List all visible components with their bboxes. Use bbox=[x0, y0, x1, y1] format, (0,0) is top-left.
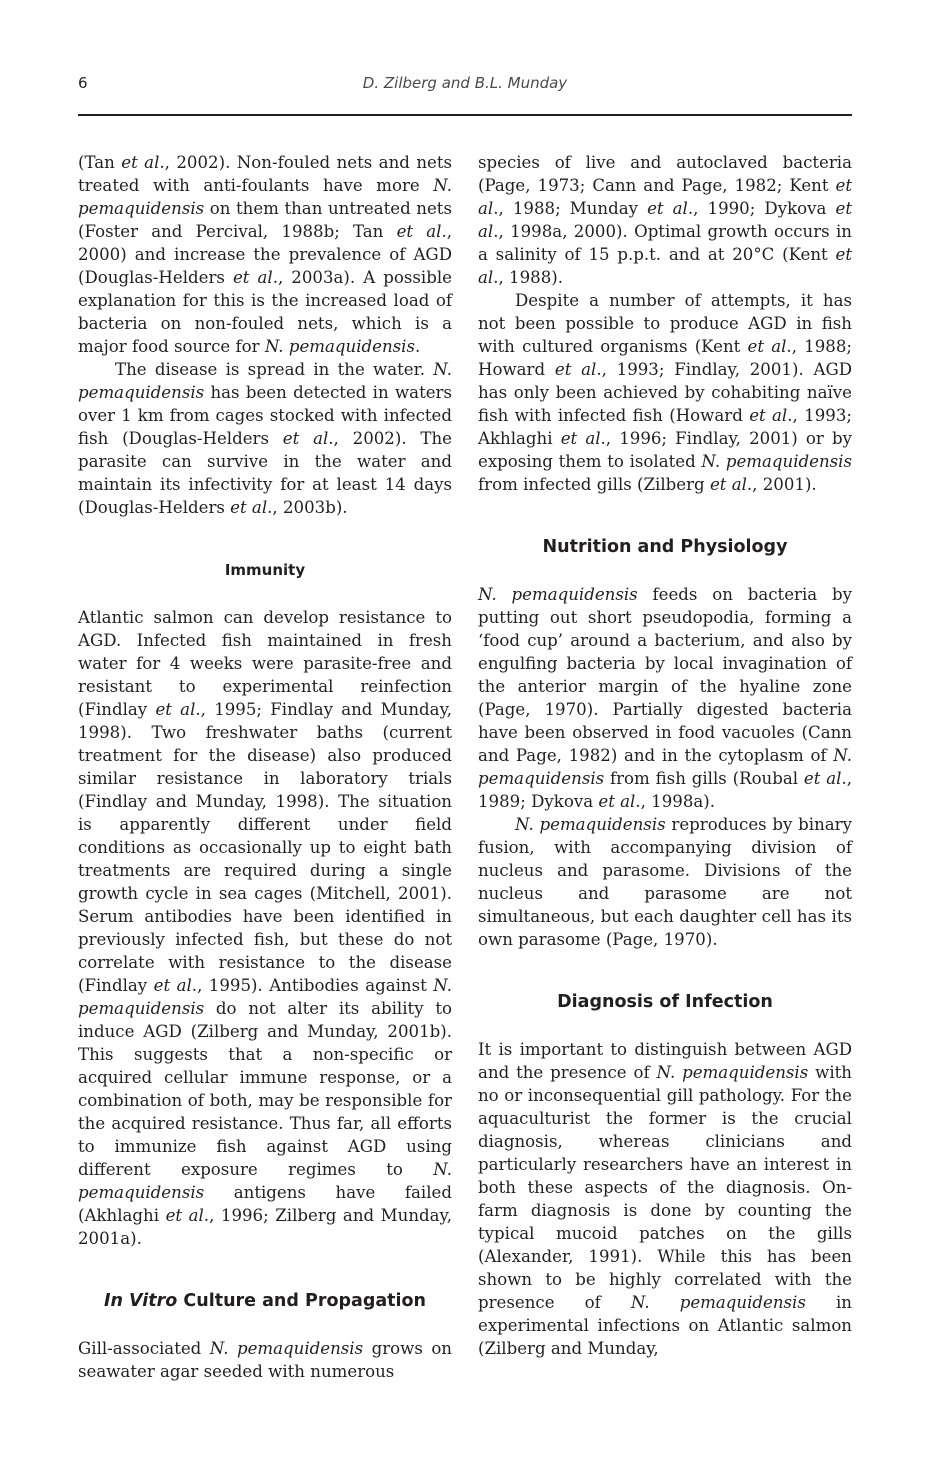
left-column bbox=[78, 151, 452, 1383]
right-column bbox=[478, 151, 852, 1360]
section-heading-diagnosis: Diagnosis of Infection bbox=[557, 992, 773, 1012]
paragraph: Atlantic salmon can develop resistance to AGD. Infected fish maintained in fresh water for 4 weeks were parasite-free and resistant to experimental reinfection (Findlay et al., 1995; Findlay and Munday, 1998). Two freshwater baths (current treatment for the disease) also produced similar resistance in laboratory trials (Findlay and Munday, 1998). The situation is apparently different under field conditions as occasionally up to eight bath treatments are required during a single growth cycle in sea cages (Mitchell, 2001). Serum antibodies have been identified in previously infected fish, but these do not correlate with resistance to the disease (Findlay et al., 1995). Antibodies against N. pemaquidensis do not alter its ability to induce AGD (Zilberg and Munday, 2001b). This suggests that a non-specific or acquired cellular immune response, or a combination of both, may be responsible for the acquired resistance. Thus far, all efforts to immunize fish against AGD using different exposure regimes to N. pemaquidensis antigens have failed (Akhlaghi et al., 1996; Zilberg and Munday, 2001a). bbox=[78, 608, 453, 1248]
paragraph: Gill-associated N. pemaquidensis grows on seawater agar seeded with numerous bbox=[78, 1339, 452, 1381]
paragraph: N. pemaquidensis reproduces by binary fusion, with accompanying division of nucleus and parasome. Divisions of the nucleus and parasome are not simultaneous, but each daughter cell has its own parasome (Page, 1970). bbox=[478, 815, 852, 949]
section-heading-immunity: Immunity bbox=[224, 561, 306, 579]
paragraph: It is important to distinguish between AGD and the presence of N. pemaquidensis with no or inconsequential gill pathology. For the aquaculturist the former is the crucial diagnosis, whereas clinicians and particularly researchers have an interest in both these aspects of the diagnosis. On-farm diagnosis is done by counting the typical mucoid patches on the gills (Alexander, 1991). While this has been shown to be highly correlated with the presence of N. pemaquidensis in experimental infections on Atlantic salmon (Zilberg and Munday, bbox=[478, 1040, 852, 1358]
header-rule bbox=[78, 114, 852, 116]
section-heading-culture: In Vitro Culture and Propagation bbox=[103, 1291, 427, 1311]
page-number: 6 bbox=[78, 74, 88, 92]
paragraph: species of live and autoclaved bacteria (Page, 1973; Cann and Page, 1982; Kent et al., 1988; Munday et al., 1990; Dykova et al., 1998a, 2000). Optimal growth occurs in a salinity of 15 p.p.t. and at 20°C (Kent et al., 1988). bbox=[478, 153, 852, 287]
running-head: D. Zilberg and B.L. Munday bbox=[362, 74, 568, 92]
paragraph: Despite a number of attempts, it has not been possible to produce AGD in fish with cultured organisms (Kent et al., 1988; Howard et al., 1993; Findlay, 2001). AGD has only been achieved by cohabiting naïve fish with infected fish (Howard et al., 1993; Akhlaghi et al., 1996; Findlay, 2001) or by exposing them to isolated N. pemaquidensis from infected gills (Zilberg et al., 2001). bbox=[478, 291, 853, 494]
paragraph: (Tan et al., 2002). Non-fouled nets and nets treated with anti-foulants have more N. pemaquidensis on them than untreated nets (Foster and Percival, 1988b; Tan et al., 2000) and increase the prevalence of AGD (Douglas-Helders et al., 2003a). A possible explanation for this is the increased load of bacteria on non-fouled nets, which is a major food source for N. pemaquidensis. bbox=[78, 153, 453, 356]
section-heading-nutrition: Nutrition and Physiology bbox=[542, 537, 788, 557]
page-header bbox=[78, 72, 852, 98]
paragraph: The disease is spread in the water. N. pemaquidensis has been detected in waters over 1 km from cages stocked with infected fish (Douglas-Helders et al., 2002). The parasite can survive in the water and maintain its infectivity for at least 14 days (Douglas-Helders et al., 2003b). bbox=[78, 360, 452, 517]
paragraph: N. pemaquidensis feeds on bacteria by putting out short pseudopodia, forming a ‘food cup’ around a bacterium, and also by engulfing bacteria by local invagination of the anterior margin of the hyaline zone (Page, 1970). Partially digested bacteria have been observed in food vacuoles (Cann and Page, 1982) and in the cytoplasm of N. pemaquidensis from fish gills (Roubal et al., 1989; Dykova et al., 1998a). bbox=[478, 585, 852, 811]
